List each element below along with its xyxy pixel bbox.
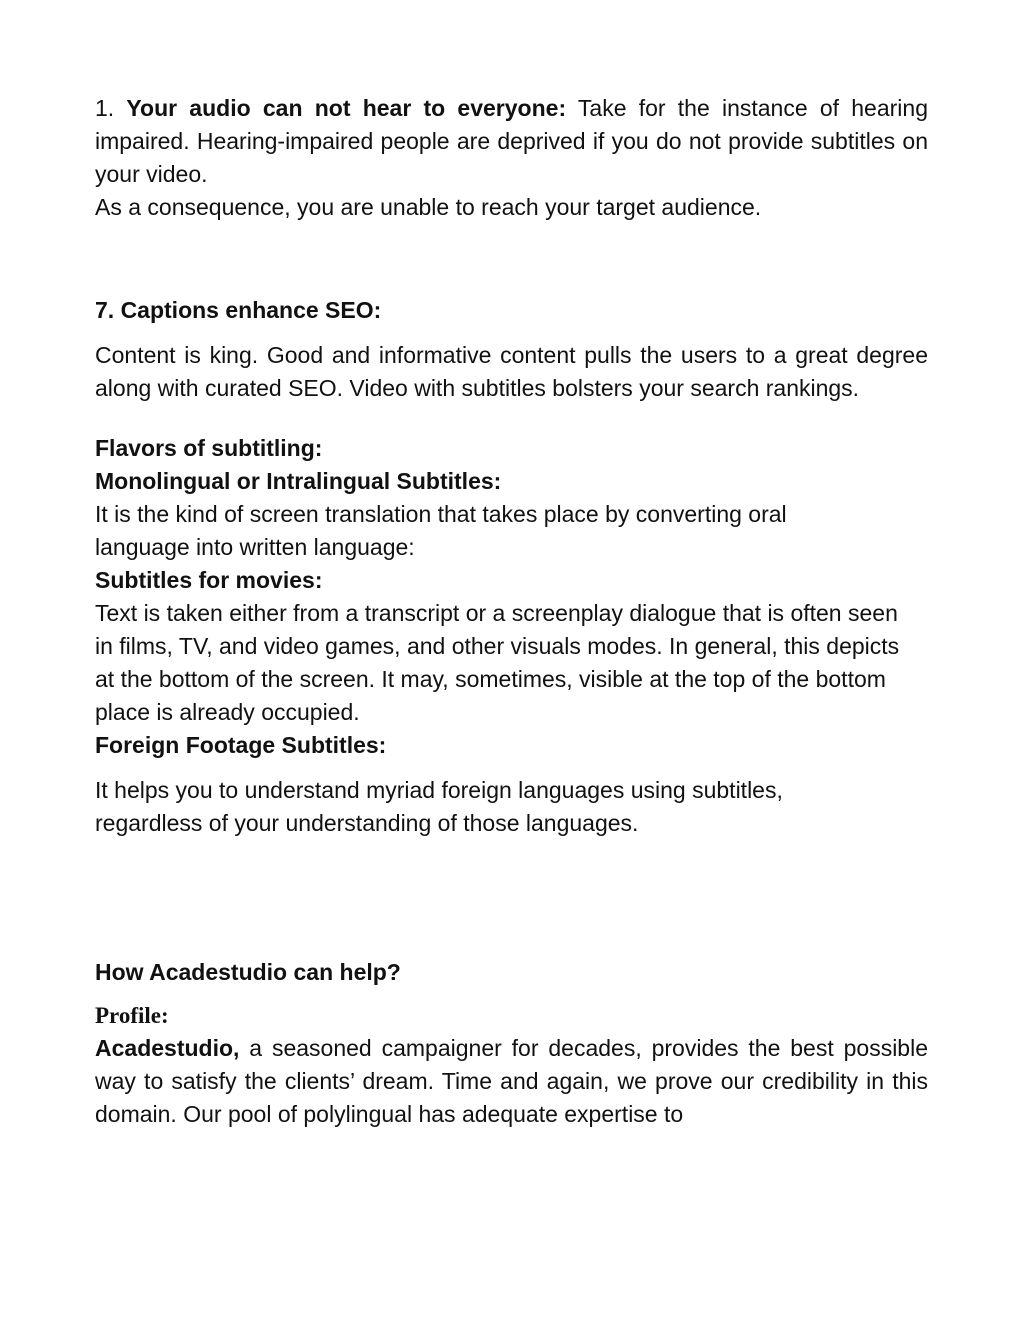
- item-7-heading: 7. Captions enhance SEO:: [95, 297, 382, 323]
- flavors-heading: Flavors of subtitling:: [95, 435, 323, 461]
- help-paragraph: [95, 1032, 928, 1131]
- movies-body: Text is taken either from a transcript or a screenplay dialogue that is often seen in films, TV, and video games, and other visuals modes. In general, this depicts at the bottom of the screen. It may, sometimes, visible at the top of the bottom place is already occupied.: [95, 600, 900, 725]
- help-body: a seasoned campaigner for decades, provides the best possible way to satisfy the clients’ dream. Time and again, we prove our credibility in this domain. Our pool of polylingual has adequate expertise to: [95, 1035, 928, 1127]
- foreign-heading: Foreign Footage Subtitles:: [95, 732, 387, 758]
- help-heading: How Acadestudio can help?: [95, 959, 401, 985]
- item-7-body: Content is king. Good and informative content pulls the users to a great degree along with curated SEO. Video with subtitles bolsters your search rankings.: [95, 342, 928, 401]
- item-1-heading: Your audio can not hear to everyone:: [126, 95, 567, 121]
- movies-heading: Subtitles for movies:: [95, 567, 323, 593]
- monolingual-body: It is the kind of screen translation that takes place by converting oral language into written language:: [95, 501, 787, 560]
- foreign-body: It helps you to understand myriad foreign languages using subtitles, regardless of your understanding of those languages.: [95, 777, 783, 836]
- profile-label: Profile:: [95, 1003, 169, 1028]
- item-1-number: 1.: [95, 95, 127, 121]
- item-1-paragraph: [95, 92, 928, 191]
- company-name: Acadestudio,: [95, 1035, 240, 1061]
- item-1-consequence: As a consequence, you are unable to reach your target audience.: [95, 194, 762, 220]
- document-page: [95, 92, 928, 1131]
- item-1-body: Take for the instance of hearing impaired. Hearing-impaired people are deprived if you do not provide subtitles on your video.: [95, 95, 928, 187]
- monolingual-heading: Monolingual or Intralingual Subtitles:: [95, 468, 502, 494]
